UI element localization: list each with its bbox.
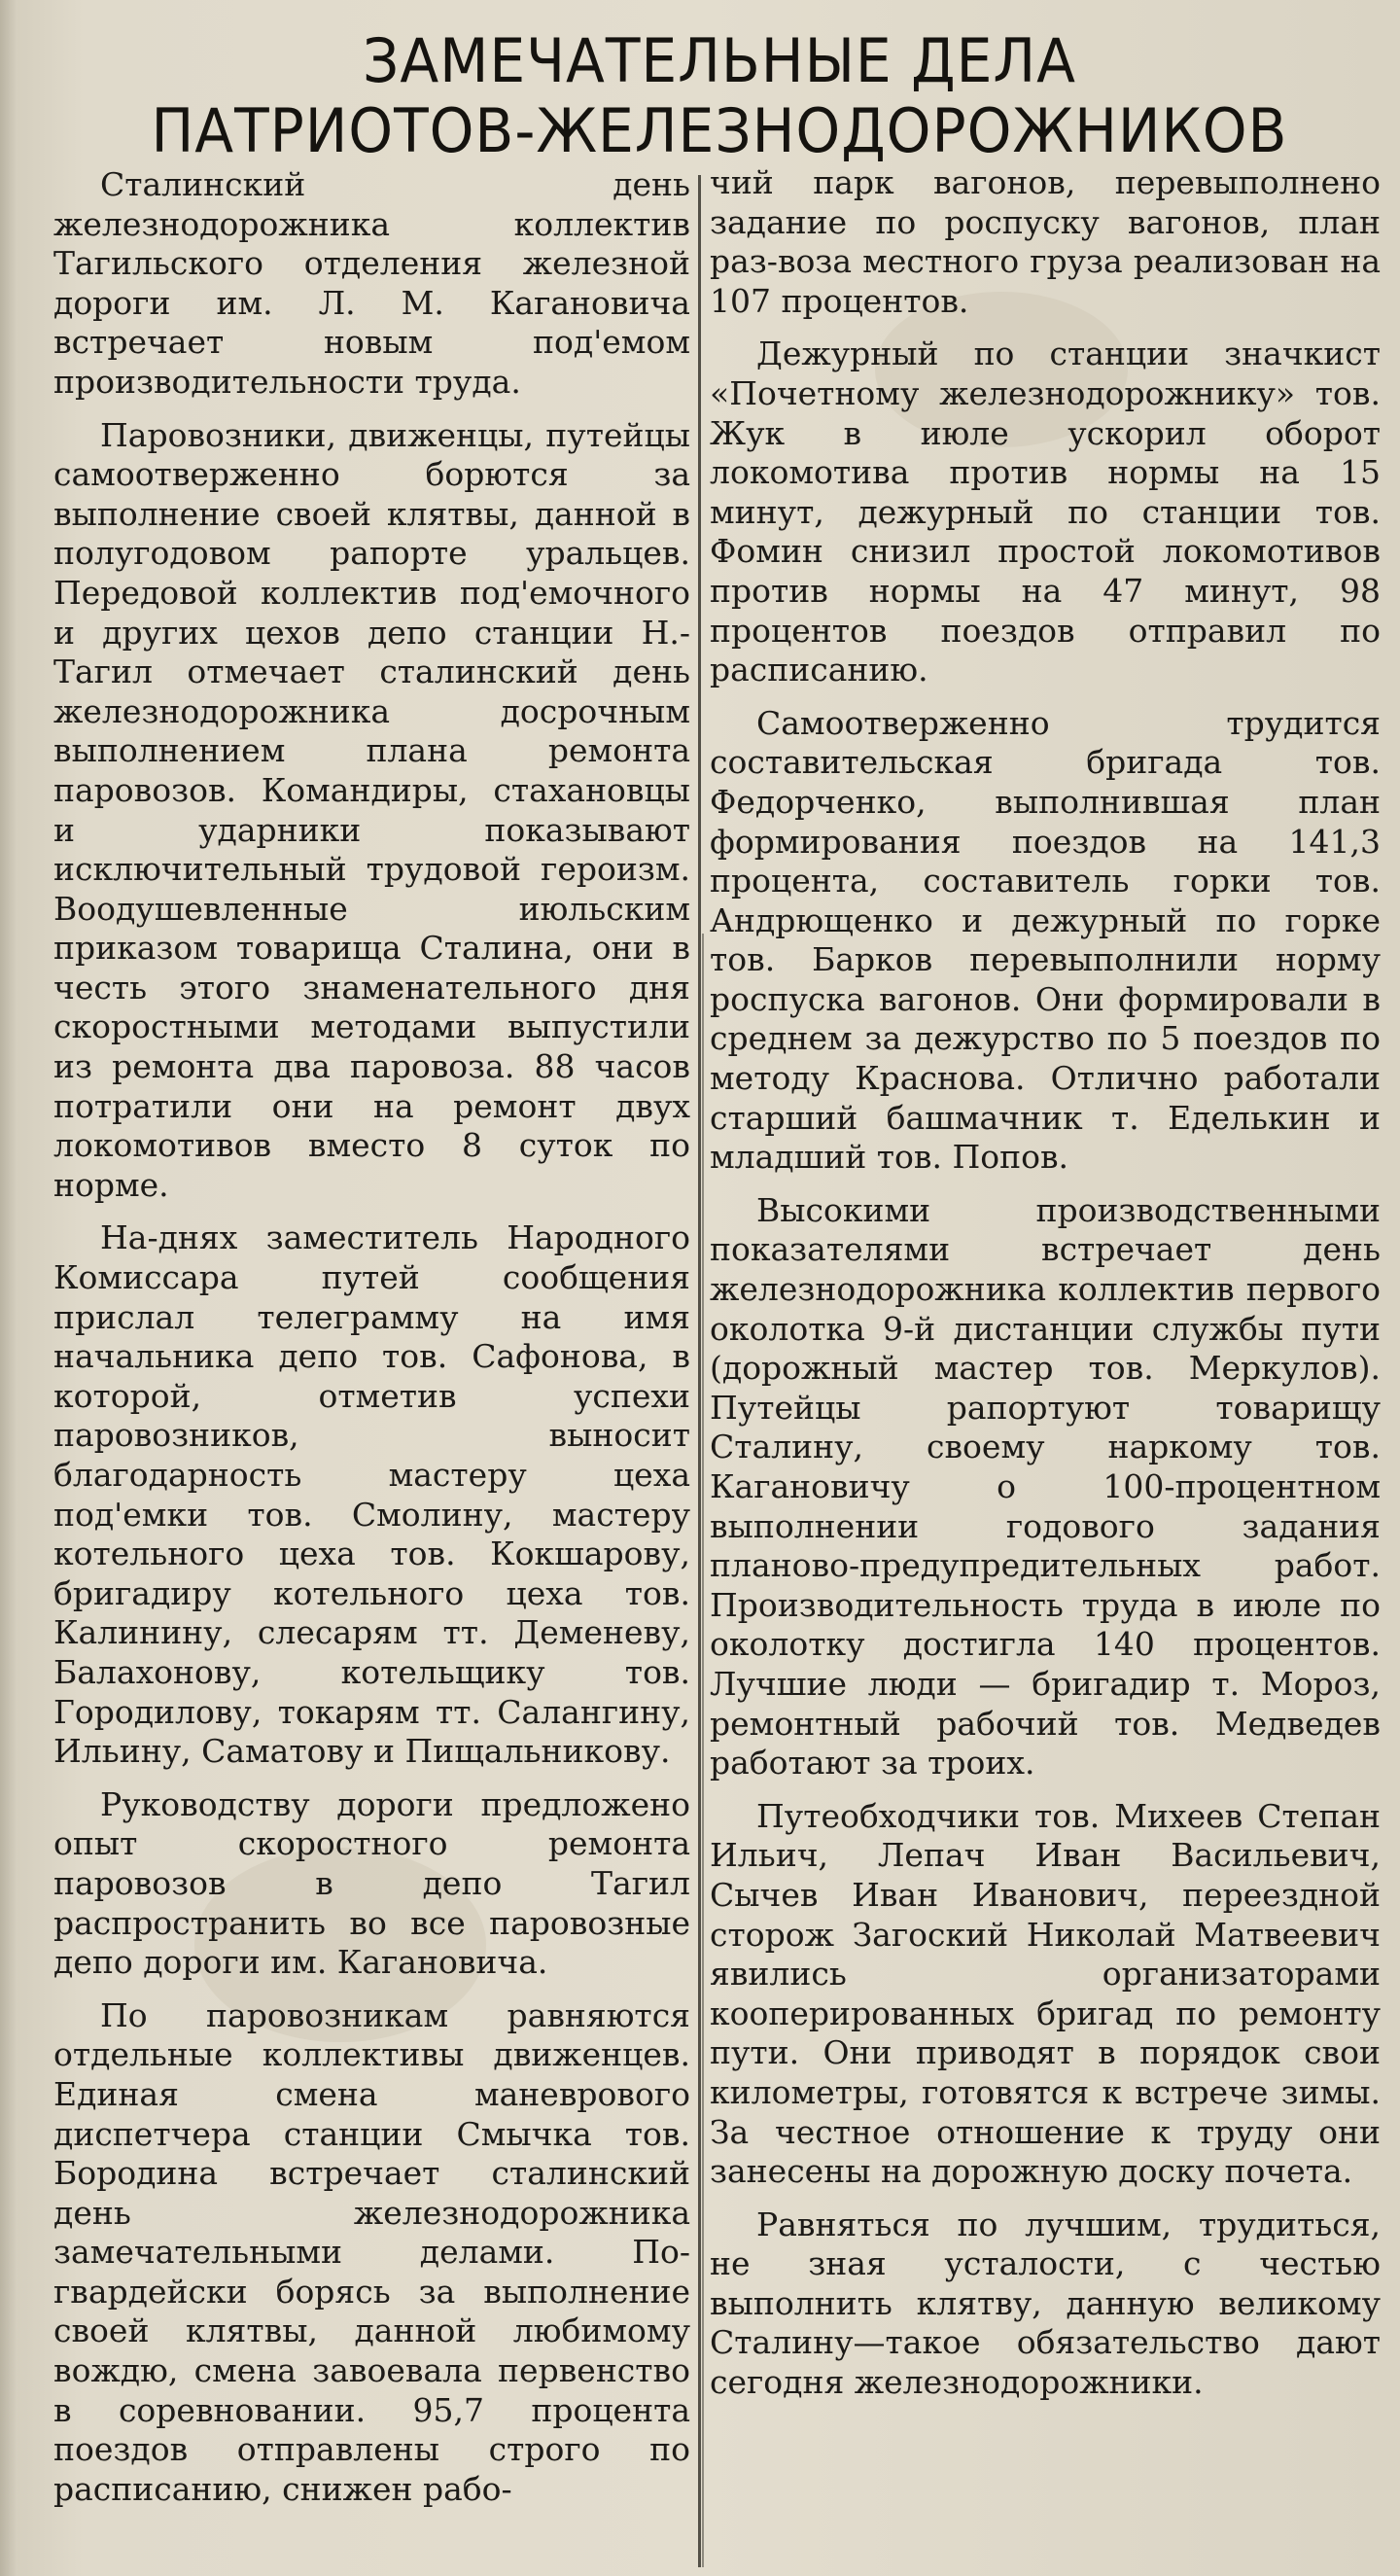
paragraph: Дежурный по станции значкист «Почетному железнодорожнику» тов. Жук в июле ускорил оборот локомотива против нормы на 15 минут, дежурный по станции тов. Фомин снизил простой локомотивов против нормы на 47 минут, 98 процентов поездов отправил по расписанию. <box>710 335 1381 689</box>
article-column-right <box>710 163 1381 2417</box>
article-column-left <box>53 165 690 2523</box>
paragraph: Равняться по лучшим, трудиться, не зная усталости, с честью выполнить клятву, данную великому Сталину—такое обязательство дают сегодня железнодорожники. <box>710 2205 1381 2402</box>
headline-line-2: ПАТРИОТОВ-ЖЕЛЕЗНОДОРОЖНИКОВ <box>151 95 1288 167</box>
paragraph: Руководству дороги предложено опыт скоростного ремонта паровозов в депо Тагил распространить во все паровозные депо дороги им. Кагановича. <box>53 1784 690 1982</box>
paragraph: Сталинский день железнодорожника коллектив Тагильского отделения железной дороги им. Л. М. Кагановича встречает новым под'емом производительности труда. <box>53 165 690 401</box>
column-divider <box>698 175 701 2567</box>
paragraph: Путеобходчики тов. Михеев Степан Ильич, Лепач Иван Васильевич, Сычев Иван Иванович, переездной сторож Загоский Николай Матвеевич явились организаторами кооперированных бригад по ремонту пути. Они приводят в порядок свои километры, готовятся к встрече зимы. За честное отношение к труду они занесены на дорожную доску почета. <box>710 1796 1381 2191</box>
paragraph: Высокими производственными показателями встречает день железнодорожника коллектив первого околотка 9-й дистанции службы пути (дорожный мастер тов. Меркулов). Путейцы рапортуют товарищу Сталину, своему наркому тов. Кагановичу о 100-процентном выполнении годового задания планово-предупредительных работ. Производительность труда в июле по околотку достигла 140 процентов. Лучшие люди — бригадир т. Мороз, ремонтный рабочий тов. Медведев работают за троих. <box>710 1190 1381 1782</box>
paragraph: Самоотверженно трудится составительская бригада тов. Федорченко, выполнившая план формирования поездов на 141,3 процента, составитель горки тов. Андрющенко и дежурный по горке тов. Барков перевыполнили норму роспуска вагонов. Они формировали в среднем за дежурство по 5 поездов по методу Краснова. Отлично работали старший башмачник т. Еделькин и младший тов. Попов. <box>710 703 1381 1177</box>
column-divider-secondary <box>702 934 704 2567</box>
page-edge <box>0 0 18 2576</box>
paragraph-continued: чий парк вагонов, перевыполнено задание по роспуску вагонов, план раз-воза местного груза реализован на 107 процентов. <box>710 163 1381 320</box>
headline-line-1: ЗАМЕЧАТЕЛЬНЫЕ ДЕЛА <box>363 25 1076 97</box>
paragraph: Паровозники, движенцы, путейцы самоотверженно борются за выполнение своей клятвы, данной в полугодовом рапорте уральцев. Передовой коллектив под'емочного и других цехов депо станции Н.-Тагил отмечает сталинский день железнодорожника досрочным выполнением плана ремонта паровозов. Командиры, стахановцы и ударники показывают исключительный трудовой героизм. Воодушевленные июльским приказом товарища Сталина, они в честь этого знаменательного дня скоростными методами выпустили из ремонта два паровоза. 88 часов потратили они на ремонт двух локомотивов вместо 8 суток по норме. <box>53 415 690 1204</box>
article-headline <box>58 26 1381 166</box>
paragraph: На-днях заместитель Народного Комиссара путей сообщения прислал телеграмму на имя начальника депо тов. Сафонова, в которой, отметив успехи паровозников, выносит благодарность мастеру цеха под'емки тов. Смолину, мастеру котельного цеха тов. Кокшарову, бригадиру котельного цеха тов. Калинину, слесарям тт. Деменеву, Балахонову, котельщику тов. Городилову, токарям тт. Салангину, Ильину, Саматову и Пищальникову. <box>53 1218 690 1771</box>
paragraph: По паровозникам равняются отдельные коллективы движенцев. Единая смена маневрового диспетчера станции Смычка тов. Бородина встречает сталинский день железнодорожника замечательными делами. По-гвардейски борясь за выполнение своей клятвы, данной любимому вождю, смена завоевала первенство в соревновании. 95,7 процента поездов отправлены строго по расписанию, снижен рабо- <box>53 1995 690 2508</box>
